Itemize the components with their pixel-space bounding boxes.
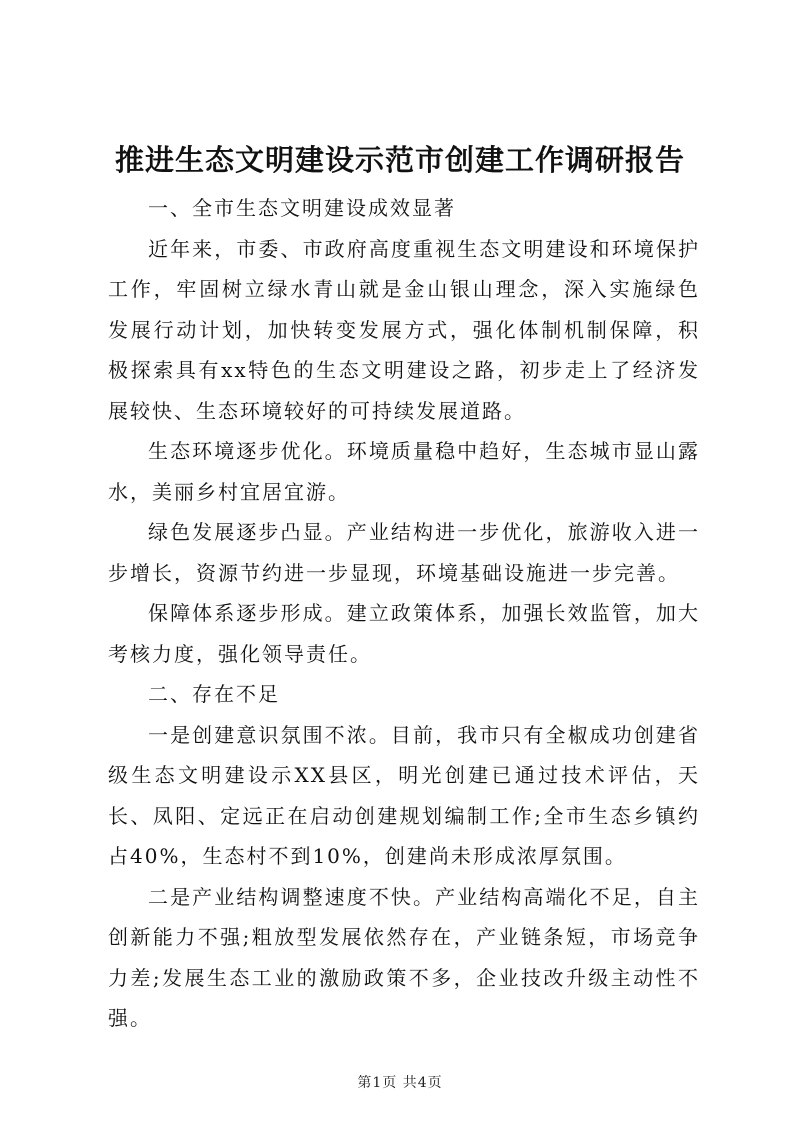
page-footer: 第1页 共4页 xyxy=(357,1075,443,1091)
body-paragraph: 一是创建意识氛围不浓。目前，我市只有全椒成功创建省级生态文明建设示XX县区，明光创建已通过技术评估，天长、凤阳、定远正在启动创建规划编制工作;全市生态乡镇约占40%，生态村不到10%，创建尚未形成浓厚氛围。 xyxy=(108,722,700,868)
body-paragraph: 近年来，市委、市政府高度重视生态文明建设和环境保护工作，牢固树立绿水青山就是金山银山理念，深入实施绿色发展行动计划，加快转变发展方式，强化体制机制保障，积极探索具有xx特色的生态文明建设之路，初步走上了经济发展较快、生态环境较好的可持续发展道路。 xyxy=(108,236,700,423)
body-paragraph: 生态环境逐步优化。环境质量稳中趋好，生态城市显山露水，美丽乡村宜居宜游。 xyxy=(108,439,700,504)
body-paragraph: 绿色发展逐步凸显。产业结构进一步优化，旅游收入进一步增长，资源节约进一步显现，环境基础设施进一步完善。 xyxy=(108,520,700,585)
body-paragraph: 保障体系逐步形成。建立政策体系，加强长效监管，加大考核力度，强化领导责任。 xyxy=(108,601,700,666)
body-paragraph: 二是产业结构调整速度不快。产业结构高端化不足，自主创新能力不强;粗放型发展依然存在，产业链条短，市场竞争力差;发展生态工业的激励政策不多，企业技改升级主动性不强。 xyxy=(108,884,700,1030)
document-body xyxy=(108,188,700,1039)
section-heading: 一、全市生态文明建设成效显著 xyxy=(148,196,456,220)
section-heading: 二、存在不足 xyxy=(148,682,280,706)
document-title: 推进生态文明建设示范市创建工作调研报告 xyxy=(114,143,685,177)
